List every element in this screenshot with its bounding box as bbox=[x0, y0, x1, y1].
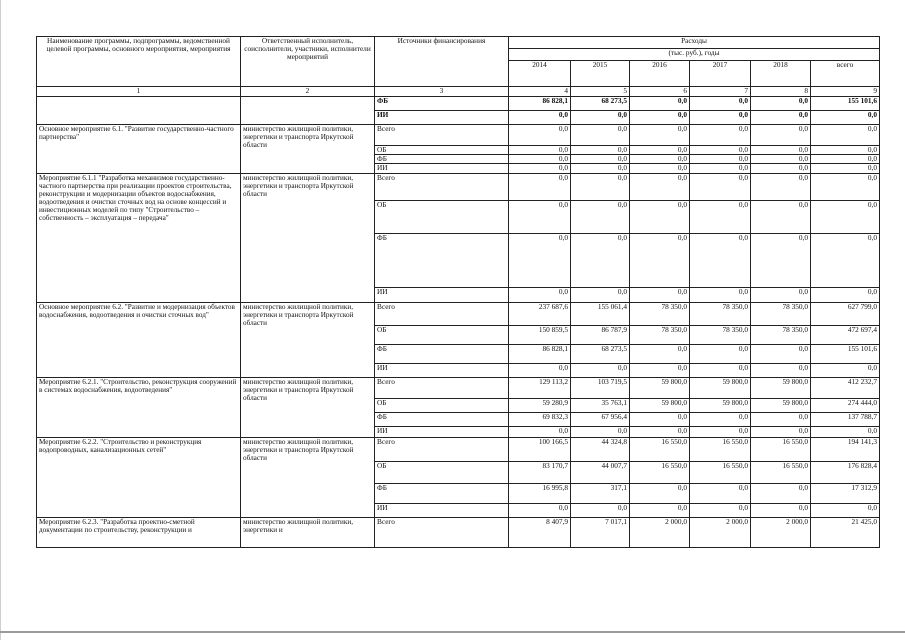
amount-cell: 100 166,5 bbox=[509, 437, 571, 461]
amount-cell: 412 232,7 bbox=[811, 377, 880, 398]
amount-cell: 274 444,0 bbox=[811, 398, 880, 412]
table-row bbox=[37, 302, 880, 325]
amount-cell: 0,0 bbox=[630, 503, 690, 517]
amount-cell: 0,0 bbox=[630, 146, 690, 155]
amount-cell: 0,0 bbox=[751, 483, 811, 503]
page-edge bbox=[0, 631, 905, 633]
amount-cell: 0,0 bbox=[690, 173, 751, 200]
table-row bbox=[37, 125, 880, 146]
amount-cell: 16 550,0 bbox=[630, 461, 690, 483]
header-total: всего bbox=[811, 61, 880, 87]
column-number: 1 bbox=[37, 87, 241, 97]
amount-cell: 155 101,6 bbox=[811, 344, 880, 363]
amount-cell: 16 550,0 bbox=[630, 437, 690, 461]
funding-source-cell: ФБ bbox=[375, 344, 509, 363]
amount-cell: 0,0 bbox=[571, 200, 630, 233]
amount-cell: 0,0 bbox=[751, 111, 811, 125]
amount-cell: 0,0 bbox=[509, 287, 571, 302]
amount-cell: 59 800,0 bbox=[630, 377, 690, 398]
amount-cell: 0,0 bbox=[690, 111, 751, 125]
amount-cell: 0,0 bbox=[690, 287, 751, 302]
funding-source-cell: ИИ bbox=[375, 287, 509, 302]
funding-source-cell: ФБ bbox=[375, 483, 509, 503]
amount-cell: 0,0 bbox=[751, 200, 811, 233]
column-number: 3 bbox=[375, 87, 509, 97]
amount-cell: 35 763,1 bbox=[571, 398, 630, 412]
amount-cell: 176 828,4 bbox=[811, 461, 880, 483]
funding-source-cell: Всего bbox=[375, 517, 509, 547]
program-name-cell: Основное мероприятие 6.2. "Развитие и модернизация объектов водоснабжения, водоотведения и очистки сточных вод" bbox=[37, 302, 241, 377]
amount-cell: 0,0 bbox=[811, 173, 880, 200]
column-numbers-row bbox=[37, 87, 880, 97]
amount-cell: 0,0 bbox=[630, 412, 690, 426]
amount-cell: 16 550,0 bbox=[751, 461, 811, 483]
table-row bbox=[37, 377, 880, 398]
amount-cell: 2 000,0 bbox=[630, 517, 690, 547]
responsible-cell: министерство жилищной политики, энергетики и транспорта Иркутской области bbox=[241, 173, 375, 302]
amount-cell: 0,0 bbox=[571, 111, 630, 125]
amount-cell: 0,0 bbox=[571, 426, 630, 437]
amount-cell: 0,0 bbox=[751, 287, 811, 302]
program-name-cell: Мероприятие 6.2.3. "Разработка проектно-сметной документации по строительству, реконструкции и bbox=[37, 517, 241, 547]
amount-cell: 0,0 bbox=[630, 287, 690, 302]
table-row bbox=[37, 517, 880, 547]
column-number: 9 bbox=[811, 87, 880, 97]
amount-cell: 16 550,0 bbox=[751, 437, 811, 461]
amount-cell: 0,0 bbox=[811, 363, 880, 377]
amount-cell: 69 832,3 bbox=[509, 412, 571, 426]
program-name-cell bbox=[37, 97, 241, 125]
amount-cell: 0,0 bbox=[630, 363, 690, 377]
header-units: (тыс. руб.), годы bbox=[509, 49, 880, 61]
amount-cell: 44 007,7 bbox=[571, 461, 630, 483]
amount-cell: 0,0 bbox=[630, 200, 690, 233]
funding-source-cell: Всего bbox=[375, 125, 509, 146]
amount-cell: 16 995,8 bbox=[509, 483, 571, 503]
amount-cell: 0,0 bbox=[509, 233, 571, 287]
amount-cell: 78 350,0 bbox=[630, 325, 690, 344]
amount-cell: 0,0 bbox=[751, 146, 811, 155]
column-number: 2 bbox=[241, 87, 375, 97]
header-year: 2015 bbox=[571, 61, 630, 87]
amount-cell: 59 800,0 bbox=[690, 398, 751, 412]
header-year: 2016 bbox=[630, 61, 690, 87]
amount-cell: 59 280,9 bbox=[509, 398, 571, 412]
amount-cell: 0,0 bbox=[811, 200, 880, 233]
amount-cell: 78 350,0 bbox=[630, 302, 690, 325]
amount-cell: 0,0 bbox=[571, 503, 630, 517]
amount-cell: 0,0 bbox=[509, 155, 571, 164]
amount-cell: 0,0 bbox=[630, 233, 690, 287]
column-number: 5 bbox=[571, 87, 630, 97]
amount-cell: 83 170,7 bbox=[509, 461, 571, 483]
amount-cell: 16 550,0 bbox=[690, 437, 751, 461]
amount-cell: 0,0 bbox=[690, 125, 751, 146]
amount-cell: 0,0 bbox=[751, 344, 811, 363]
amount-cell: 0,0 bbox=[751, 125, 811, 146]
amount-cell: 68 273,5 bbox=[571, 344, 630, 363]
table-body bbox=[37, 97, 880, 548]
column-number: 8 bbox=[751, 87, 811, 97]
table-row bbox=[37, 97, 880, 111]
amount-cell: 472 697,4 bbox=[811, 325, 880, 344]
amount-cell: 0,0 bbox=[571, 146, 630, 155]
amount-cell: 2 000,0 bbox=[751, 517, 811, 547]
amount-cell: 78 350,0 bbox=[751, 325, 811, 344]
amount-cell: 0,0 bbox=[630, 155, 690, 164]
program-name-cell: Основное мероприятие 6.1. "Развитие государственно-частного партнерства" bbox=[37, 125, 241, 174]
amount-cell: 0,0 bbox=[751, 412, 811, 426]
amount-cell: 0,0 bbox=[509, 111, 571, 125]
amount-cell: 16 550,0 bbox=[690, 461, 751, 483]
header-expenses: Расходы bbox=[509, 37, 880, 49]
amount-cell: 0,0 bbox=[571, 164, 630, 173]
column-number: 4 bbox=[509, 87, 571, 97]
amount-cell: 317,1 bbox=[571, 483, 630, 503]
scan-edge bbox=[0, 0, 1, 640]
amount-cell: 103 719,5 bbox=[571, 377, 630, 398]
amount-cell: 0,0 bbox=[509, 426, 571, 437]
funding-source-cell: ОБ bbox=[375, 146, 509, 155]
responsible-cell: министерство жилищной политики, энергетики и транспорта Иркутской области bbox=[241, 377, 375, 437]
amount-cell: 0,0 bbox=[571, 233, 630, 287]
amount-cell: 0,0 bbox=[751, 363, 811, 377]
funding-source-cell: ОБ bbox=[375, 200, 509, 233]
amount-cell: 0,0 bbox=[690, 97, 751, 111]
responsible-cell: министерство жилищной политики, энергетики и транспорта Иркутской области bbox=[241, 302, 375, 377]
amount-cell: 0,0 bbox=[811, 111, 880, 125]
amount-cell: 0,0 bbox=[811, 503, 880, 517]
program-name-cell: Мероприятие 6.1.1 "Разработка механизмов государственно-частного партнерства при реализации проектов строительства, реконструкции и модернизации объектов водоснабжения, водоотведения и очистки сточных вод на основе концессий и инвестиционных моделей по типу "Строительство – собственность – эксплуатация – передача" bbox=[37, 173, 241, 302]
amount-cell: 59 800,0 bbox=[751, 377, 811, 398]
amount-cell: 86 787,9 bbox=[571, 325, 630, 344]
amount-cell: 0,0 bbox=[751, 155, 811, 164]
amount-cell: 59 800,0 bbox=[630, 398, 690, 412]
amount-cell: 0,0 bbox=[571, 125, 630, 146]
amount-cell: 0,0 bbox=[690, 200, 751, 233]
amount-cell: 0,0 bbox=[509, 173, 571, 200]
amount-cell: 0,0 bbox=[751, 503, 811, 517]
funding-source-cell: ИИ bbox=[375, 363, 509, 377]
amount-cell: 137 788,7 bbox=[811, 412, 880, 426]
amount-cell: 0,0 bbox=[509, 363, 571, 377]
table-row bbox=[37, 173, 880, 200]
header-year: 2014 bbox=[509, 61, 571, 87]
amount-cell: 0,0 bbox=[690, 412, 751, 426]
amount-cell: 0,0 bbox=[811, 164, 880, 173]
amount-cell: 0,0 bbox=[751, 164, 811, 173]
amount-cell: 0,0 bbox=[690, 155, 751, 164]
amount-cell: 17 312,9 bbox=[811, 483, 880, 503]
funding-source-cell: ФБ bbox=[375, 412, 509, 426]
amount-cell: 78 350,0 bbox=[690, 302, 751, 325]
program-name-cell: Мероприятие 6.2.1. "Строительство, реконструкция сооружений в системах водоснабжения, водоотведения" bbox=[37, 377, 241, 437]
amount-cell: 155 061,4 bbox=[571, 302, 630, 325]
amount-cell: 78 350,0 bbox=[690, 325, 751, 344]
amount-cell: 59 800,0 bbox=[690, 377, 751, 398]
funding-source-cell: Всего bbox=[375, 437, 509, 461]
amount-cell: 0,0 bbox=[630, 164, 690, 173]
amount-cell: 237 687,6 bbox=[509, 302, 571, 325]
amount-cell: 0,0 bbox=[751, 233, 811, 287]
amount-cell: 2 000,0 bbox=[690, 517, 751, 547]
program-name-cell: Мероприятие 6.2.2. "Строительство и реконструкция водопроводных, канализационных сетей" bbox=[37, 437, 241, 517]
amount-cell: 0,0 bbox=[811, 155, 880, 164]
amount-cell: 86 828,1 bbox=[509, 344, 571, 363]
amount-cell: 67 956,4 bbox=[571, 412, 630, 426]
amount-cell: 150 859,5 bbox=[509, 325, 571, 344]
amount-cell: 129 113,2 bbox=[509, 377, 571, 398]
amount-cell: 0,0 bbox=[811, 426, 880, 437]
header-responsible: Ответственный исполнитель, соисполнители, участники, исполнители мероприятий bbox=[241, 37, 375, 87]
amount-cell: 0,0 bbox=[690, 363, 751, 377]
funding-source-cell: Всего bbox=[375, 377, 509, 398]
amount-cell: 0,0 bbox=[690, 344, 751, 363]
table-row bbox=[37, 437, 880, 461]
column-number: 7 bbox=[690, 87, 751, 97]
amount-cell: 78 350,0 bbox=[751, 302, 811, 325]
amount-cell: 0,0 bbox=[509, 164, 571, 173]
amount-cell: 8 407,9 bbox=[509, 517, 571, 547]
amount-cell: 0,0 bbox=[509, 503, 571, 517]
amount-cell: 155 101,6 bbox=[811, 97, 880, 111]
amount-cell: 0,0 bbox=[630, 344, 690, 363]
amount-cell: 59 800,0 bbox=[751, 398, 811, 412]
amount-cell: 0,0 bbox=[630, 173, 690, 200]
funding-source-cell: ФБ bbox=[375, 155, 509, 164]
responsible-cell: министерство жилищной политики, энергетики и транспорта Иркутской области bbox=[241, 437, 375, 517]
funding-source-cell: ИИ bbox=[375, 111, 509, 125]
header-program-name: Наименование программы, подпрограммы, ведомственной целевой программы, основного мероприятия, мероприятия bbox=[37, 37, 241, 87]
header-year: 2017 bbox=[690, 61, 751, 87]
amount-cell: 194 141,3 bbox=[811, 437, 880, 461]
funding-source-cell: ИИ bbox=[375, 164, 509, 173]
amount-cell: 0,0 bbox=[509, 125, 571, 146]
funding-source-cell: ОБ bbox=[375, 325, 509, 344]
amount-cell: 0,0 bbox=[751, 173, 811, 200]
amount-cell: 0,0 bbox=[811, 146, 880, 155]
amount-cell: 0,0 bbox=[509, 200, 571, 233]
amount-cell: 0,0 bbox=[751, 426, 811, 437]
amount-cell: 0,0 bbox=[751, 97, 811, 111]
amount-cell: 0,0 bbox=[811, 287, 880, 302]
responsible-cell: министерство жилищной политики, энергетики и транспорта Иркутской области bbox=[241, 125, 375, 174]
funding-source-cell: ИИ bbox=[375, 503, 509, 517]
amount-cell: 0,0 bbox=[690, 483, 751, 503]
responsible-cell: министерство жилищной политики, энергетики и bbox=[241, 517, 375, 547]
amount-cell: 0,0 bbox=[630, 125, 690, 146]
amount-cell: 0,0 bbox=[630, 111, 690, 125]
funding-source-cell: Всего bbox=[375, 302, 509, 325]
amount-cell: 7 017,1 bbox=[571, 517, 630, 547]
amount-cell: 0,0 bbox=[690, 233, 751, 287]
header-financing-source: Источники финансирования bbox=[375, 37, 509, 87]
amount-cell: 0,0 bbox=[690, 426, 751, 437]
amount-cell: 0,0 bbox=[571, 287, 630, 302]
amount-cell: 0,0 bbox=[630, 97, 690, 111]
amount-cell: 0,0 bbox=[571, 155, 630, 164]
funding-source-cell: ИИ bbox=[375, 426, 509, 437]
funding-source-cell: ОБ bbox=[375, 398, 509, 412]
amount-cell: 0,0 bbox=[811, 125, 880, 146]
amount-cell: 68 273,5 bbox=[571, 97, 630, 111]
amount-cell: 0,0 bbox=[690, 164, 751, 173]
amount-cell: 0,0 bbox=[509, 146, 571, 155]
responsible-cell bbox=[241, 97, 375, 125]
amount-cell: 0,0 bbox=[630, 483, 690, 503]
header-row-1 bbox=[37, 37, 880, 49]
funding-source-cell: ОБ bbox=[375, 461, 509, 483]
column-number: 6 bbox=[630, 87, 690, 97]
amount-cell: 44 324,8 bbox=[571, 437, 630, 461]
amount-cell: 0,0 bbox=[811, 233, 880, 287]
amount-cell: 0,0 bbox=[690, 503, 751, 517]
funding-source-cell: Всего bbox=[375, 173, 509, 200]
amount-cell: 86 828,1 bbox=[509, 97, 571, 111]
amount-cell: 0,0 bbox=[690, 146, 751, 155]
amount-cell: 0,0 bbox=[571, 363, 630, 377]
amount-cell: 0,0 bbox=[630, 426, 690, 437]
budget-table bbox=[36, 36, 880, 548]
funding-source-cell: ФБ bbox=[375, 97, 509, 111]
amount-cell: 627 799,0 bbox=[811, 302, 880, 325]
amount-cell: 21 425,0 bbox=[811, 517, 880, 547]
header-year: 2018 bbox=[751, 61, 811, 87]
amount-cell: 0,0 bbox=[571, 173, 630, 200]
funding-source-cell: ФБ bbox=[375, 233, 509, 287]
